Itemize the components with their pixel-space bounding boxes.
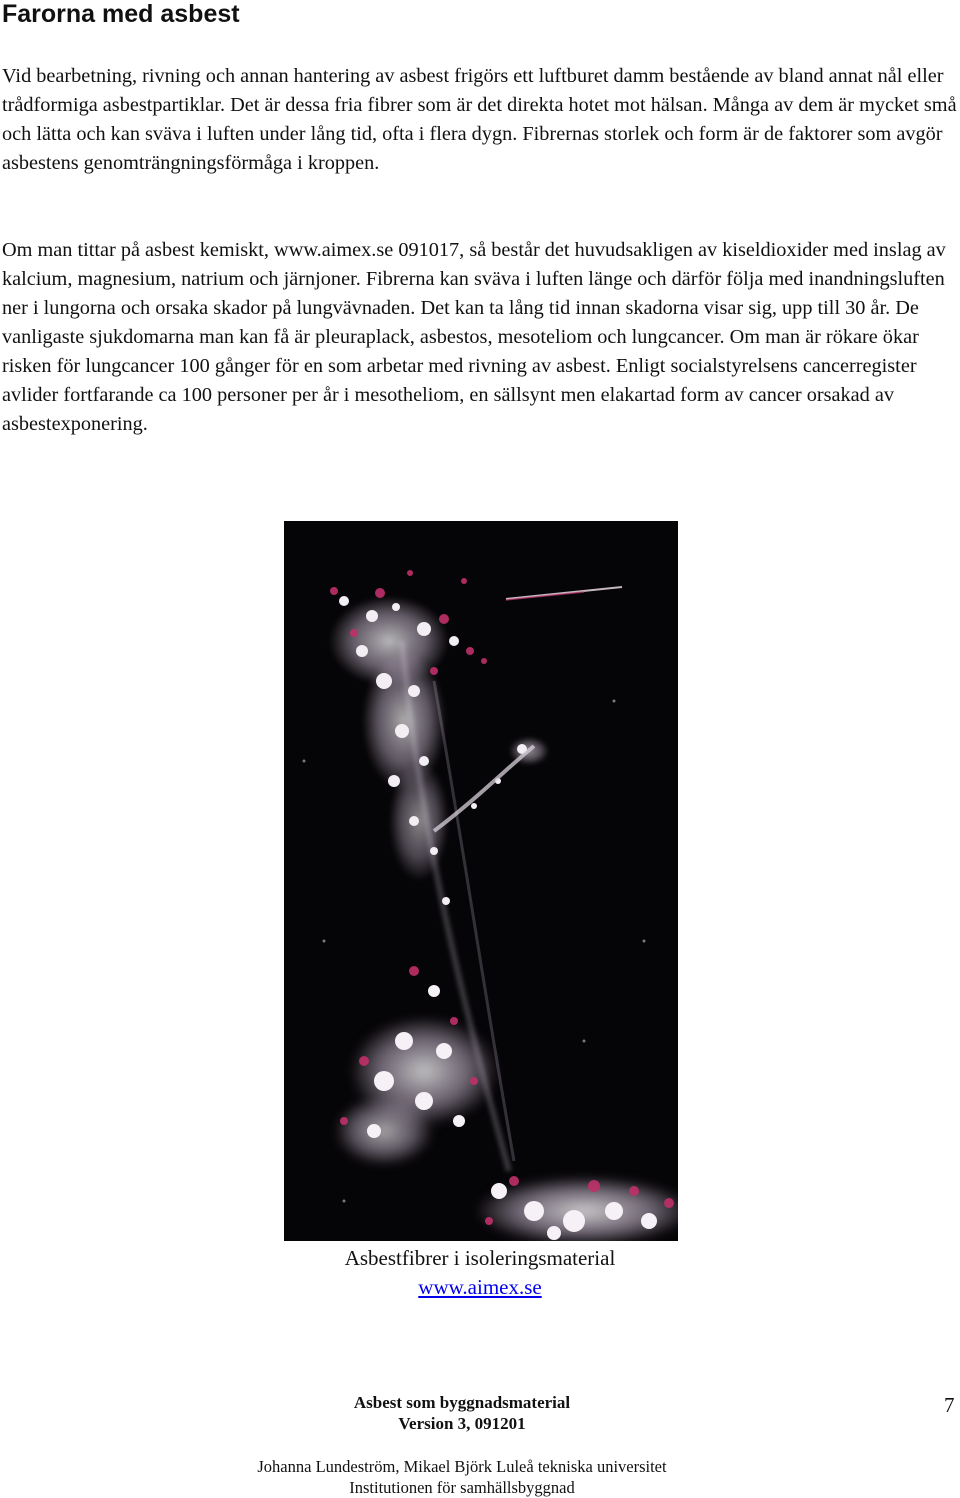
figure-source-link[interactable]: www.aimex.se [418,1275,542,1299]
paragraph-chemistry-health: Om man tittar på asbest kemiskt, www.aimex.se 091017, så består det huvudsakligen av kiseldioxider med inslag av kalcium, magnesium, natrium och järnjoner. Fibrerna kan sväva i luften länge och därför följa med inandningsluften ner i lungorna och orsaka skador på lungvävnaden. Det kan ta lång tid innan skadorna visar sig, upp till 30 år. De vanligaste sjukdomarna man kan få är pleuraplack, asbestos, mesoteliom och lungcancer. Om man är rökare ökar risken för lungcancer 100 gånger för en som arbetar med rivning av asbest. Enligt socialstyrelsens cancerregister avlider fortfarande ca 100 personer per år i mesotheliom, en sällsynt men elakartad form av cancer orsakad av asbestexponering. [2,239,946,435]
figure-caption: Asbestfibrer i isoleringsmaterial [344,1246,616,1270]
paragraph-dust-hazard: Vid bearbetning, rivning och annan hantering av asbest frigörs ett luftburet damm bestående av bland annat nål eller trådformiga asbestpartiklar. Det är dessa fria fibrer som är det direkta hotet mot hälsan. Många av dem är mycket små och lätta och kan sväva i luften under lång tid, ofta i flera dygn. Fibrernas storlek och form är de faktorer som avgör asbestens genomträngningsförmåga i kroppen. [2,65,957,174]
micrograph-drawing [284,521,678,1241]
section-heading: Farorna med asbest [2,0,240,28]
footer-department: Institutionen för samhällsbyggnad [349,1478,575,1497]
footer-authors: Johanna Lundeström, Mikael Björk Luleå tekniska universitet [257,1457,667,1476]
footer-document-title: Asbest som byggnadsmaterial [353,1393,571,1412]
asbestos-micrograph-image [284,521,678,1241]
page-number: 7 [944,1393,955,1417]
footer-version: Version 3, 091201 [398,1414,526,1433]
